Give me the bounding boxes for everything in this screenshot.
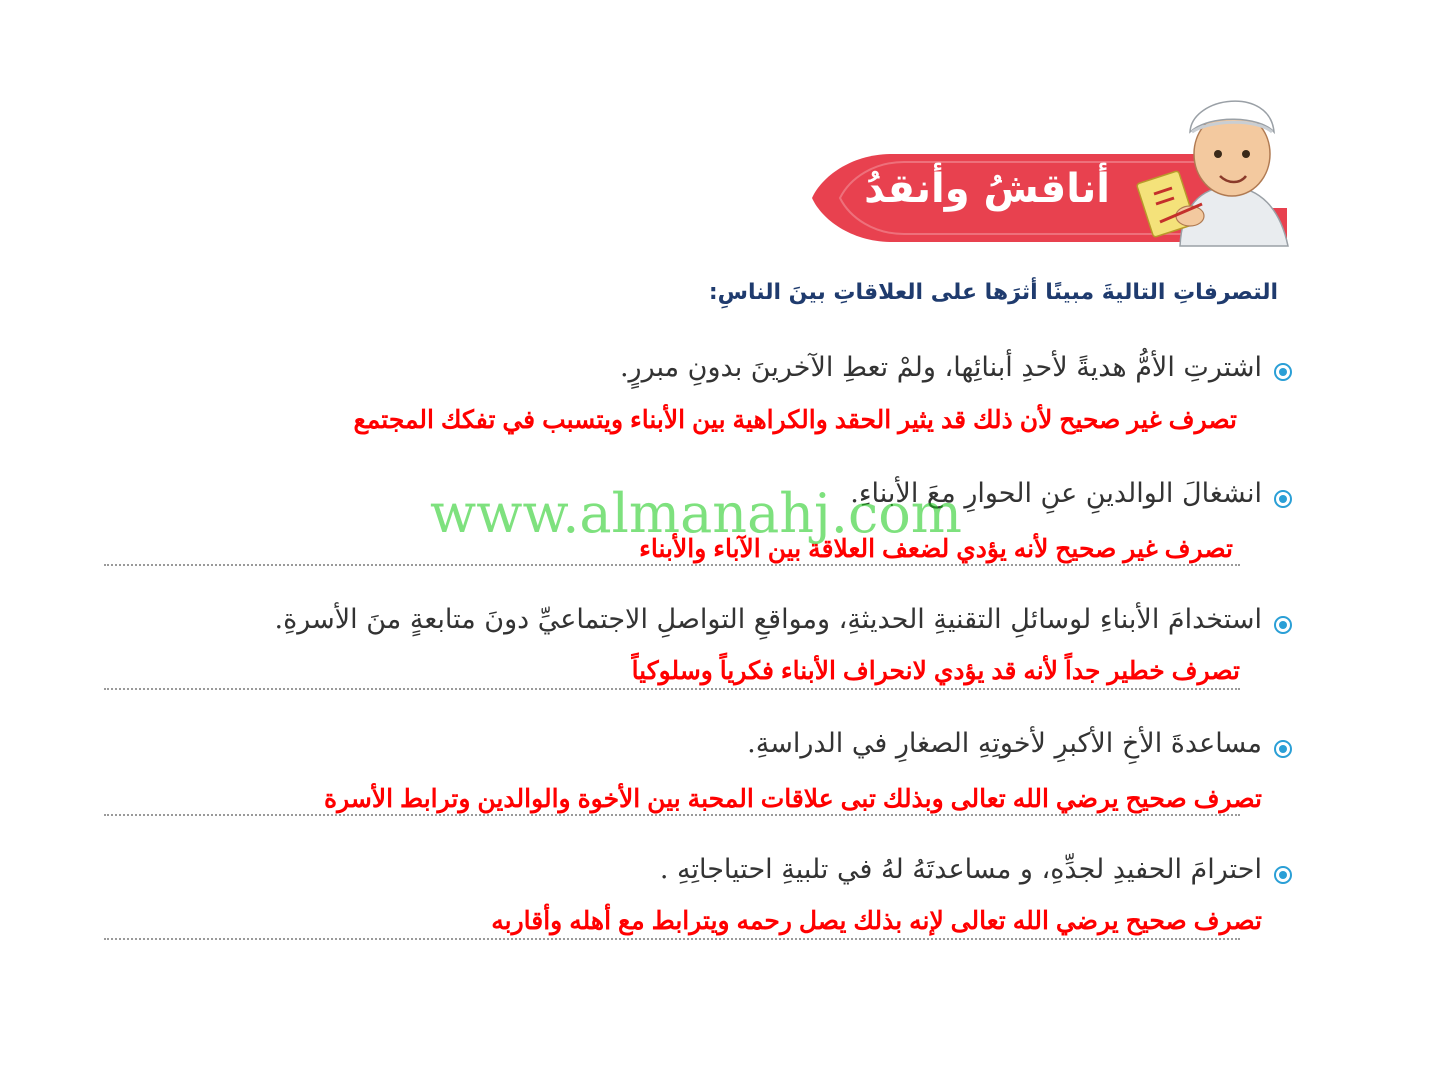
answer-line xyxy=(104,688,1240,690)
student-illustration xyxy=(1120,76,1290,254)
statement-2: انشغالَ الوالدينِ عنِ الحوارِ معَ الأبناءِ. xyxy=(850,478,1262,509)
answer-2: تصرف غير صحيح لأنه يؤدي لضعف العلاقة بين الآباء والأبناء xyxy=(639,535,1233,563)
statement-3: استخدامَ الأبناءِ لوسائلِ التقنيةِ الحديثةِ، ومواقعِ التواصلِ الاجتماعيِّ دونَ متابعةٍ منَ الأسرةِ. xyxy=(274,604,1262,635)
answer-3: تصرف خطير جداً لأنه قد يؤدي لانحراف الأبناء فكرياً وسلوكياً xyxy=(631,657,1240,685)
bullet-icon xyxy=(1274,363,1292,381)
bullet-icon xyxy=(1274,866,1292,884)
section-title: أناقشُ وأنقدُ xyxy=(864,166,1110,212)
bullet-icon xyxy=(1274,616,1292,634)
answer-line xyxy=(104,814,1240,816)
bullet-icon xyxy=(1274,490,1292,508)
statement-5: احترامَ الحفيدِ لجدِّهِ، و مساعدتَهُ لهُ في تلبيةِ احتياجاتِهِ . xyxy=(659,854,1262,885)
answer-line xyxy=(104,938,1240,940)
answer-line xyxy=(104,564,1240,566)
statement-1: اشترتِ الأمُّ هديةً لأحدِ أبنائِها، ولمْ تعطِ الآخرينَ بدونِ مبررٍ. xyxy=(619,352,1262,383)
answer-1: تصرف غير صحيح لأن ذلك قد يثير الحقد والكراهية بين الأبناء ويتسبب في تفكك المجتمع xyxy=(353,406,1237,434)
instructions: التصرفاتِ التاليةَ مبينًا أثرَها على العلاقاتِ بينَ الناسِ: xyxy=(708,280,1278,305)
answer-5: تصرف صحيح يرضي الله تعالى لإنه بذلك يصل رحمه ويترابط مع أهله وأقاربه xyxy=(491,907,1262,935)
watermark: www.almanahj.com xyxy=(430,482,962,545)
bullet-icon xyxy=(1274,740,1292,758)
statement-4: مساعدةَ الأخِ الأكبرِ لأخوتِهِ الصغارِ في الدراسةِ. xyxy=(747,728,1262,759)
answer-4: تصرف صحيح يرضي الله تعالى وبذلك تبى علاقات المحبة بين الأخوة والوالدين وترابط الأسرة xyxy=(324,785,1262,813)
